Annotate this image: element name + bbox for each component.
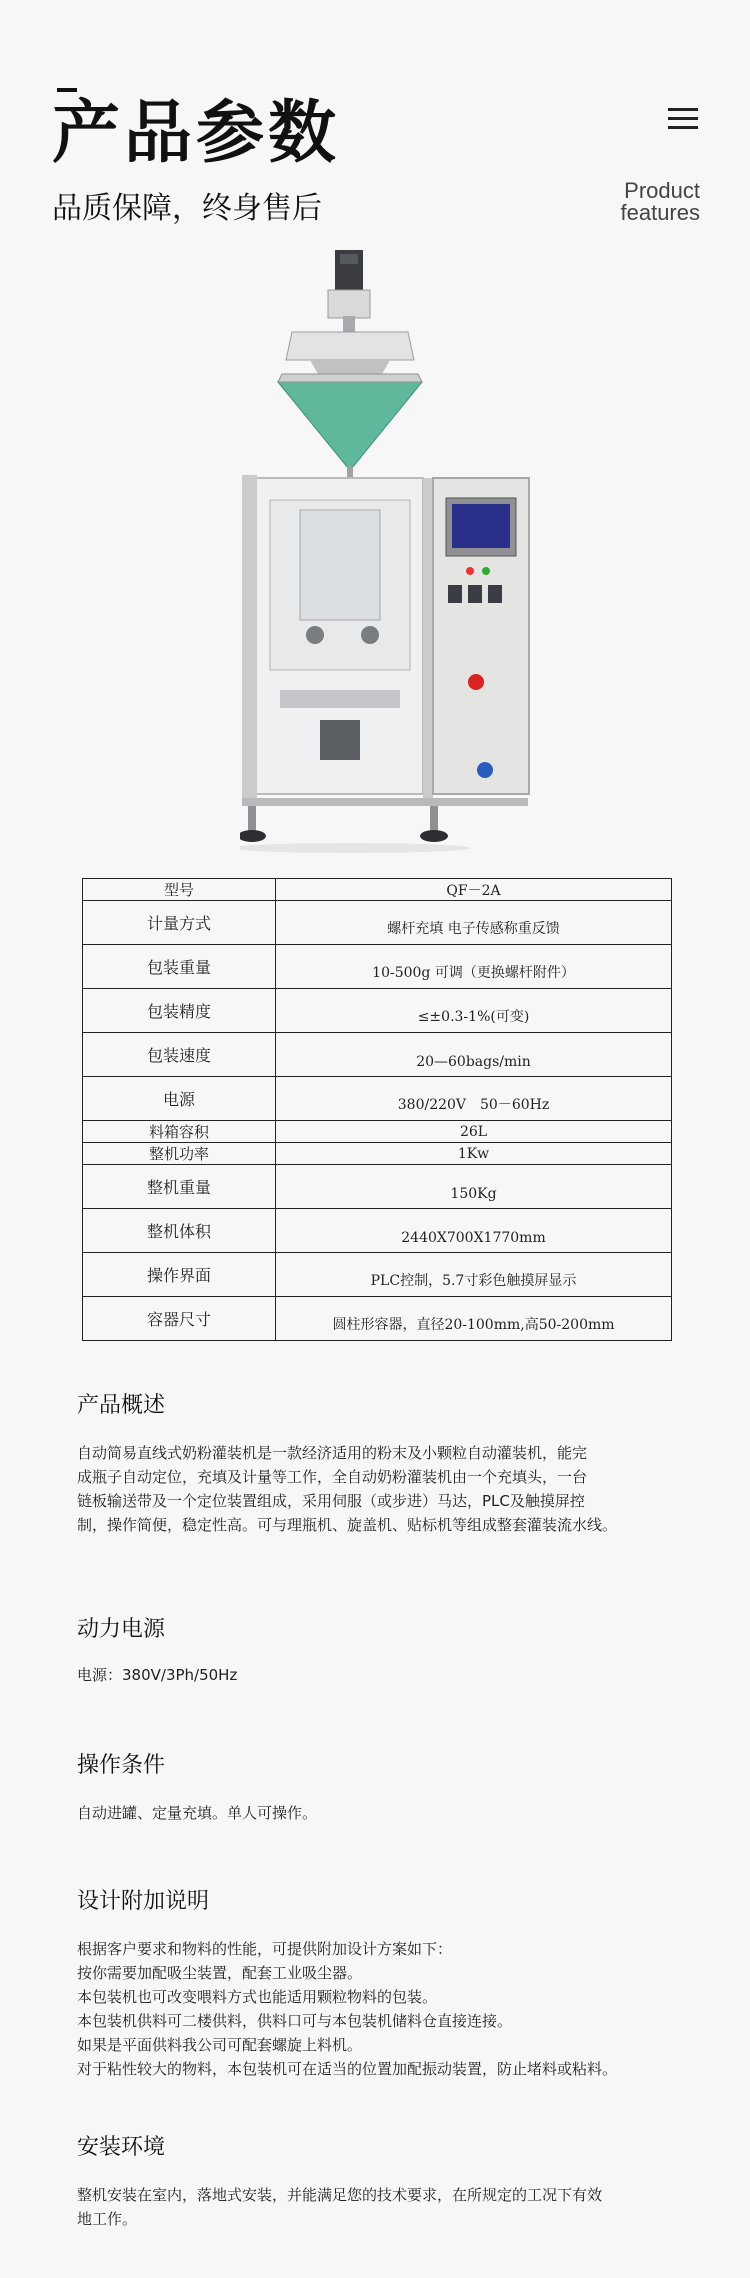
design-line: 对于粘性较大的物料，本包装机可在适当的位置加配振动装置，防止堵料或粘料。 [77,2060,618,2078]
overview-title: 产品概述 [77,1393,166,1418]
spec-key: 料箱容积 [83,1121,276,1143]
environment-line: 整机安装在室内，落地式安装，并能满足您的技术要求，在所规定的工况下有效 [77,2186,603,2204]
power-title: 动力电源 [77,1617,166,1642]
overview-line: 成瓶子自动定位，充填及计量等工作，全自动奶粉灌装机由一个充填头，一台 [77,1468,588,1486]
page-title: 产品参数 [52,94,341,173]
spec-value: PLC控制，5.7寸彩色触摸屏显示 [276,1253,672,1297]
environment-line: 地工作。 [77,2210,138,2228]
table-row [83,1253,672,1297]
power-section [77,1612,717,1687]
table-row [83,879,672,901]
spec-key: 容器尺寸 [83,1297,276,1341]
table-row [83,989,672,1033]
spec-value: 20—60bags/min [276,1033,672,1077]
spec-key: 操作界面 [83,1253,276,1297]
table-row [83,1033,672,1077]
overview-line: 制，操作简便，稳定性高。可与理瓶机、旋盖机、贴标机等组成整套灌装流水线。 [77,1516,618,1534]
spec-value: QF－2A [276,879,672,901]
spec-key: 电源 [83,1077,276,1121]
spec-value: 2440X700X1770mm [276,1209,672,1253]
design-line: 如果是平面供料我公司可配套螺旋上料机。 [77,2036,363,2054]
hamburger-menu-icon[interactable] [668,108,698,130]
table-row [83,1077,672,1121]
table-row [83,1165,672,1209]
spec-value: 26L [276,1121,672,1143]
spec-key: 型号 [83,879,276,901]
table-row [83,1121,672,1143]
environment-section [77,2130,717,2231]
table-row [83,1297,672,1341]
power-text: 电源：380V/3Ph/50Hz [77,1666,238,1684]
spec-value: ≤±0.3-1%(可变) [276,989,672,1033]
table-row [83,901,672,945]
design-title: 设计附加说明 [77,1889,210,1914]
table-row [83,1143,672,1165]
product-features-label [600,180,700,224]
spec-value: 150Kg [276,1165,672,1209]
packaging-machine-image [240,250,540,860]
product-features-line2: features [620,200,700,225]
spec-key: 包装精度 [83,989,276,1033]
design-line: 按你需要加配吸尘装置，配套工业吸尘器。 [77,1964,363,1982]
operation-section [77,1748,717,1825]
design-line: 本包装机也可改变喂料方式也能适用颗粒物料的包装。 [77,1988,438,2006]
page-subtitle: 品质保障，终身售后 [52,191,322,226]
spec-value: 380/220V 50－60Hz [276,1077,672,1121]
environment-title: 安装环境 [77,2135,166,2160]
spec-key: 整机重量 [83,1165,276,1209]
spec-value: 螺杆充填 电子传感称重反馈 [276,901,672,945]
spec-value: 圆柱形容器，直径20-100mm,高50-200mm [276,1297,672,1341]
design-line: 本包装机供料可二楼供料，供料口可与本包装机储料仓直接连接。 [77,2012,513,2030]
operation-title: 操作条件 [77,1753,166,1778]
overview-line: 链板输送带及一个定位装置组成，采用伺服（或步进）马达，PLC及触摸屏控 [77,1492,585,1510]
operation-text: 自动进罐、定量充填。单人可操作。 [77,1804,318,1822]
design-line: 根据客户要求和物料的性能，可提供附加设计方案如下： [77,1940,453,1958]
spec-key: 包装速度 [83,1033,276,1077]
spec-key: 整机功率 [83,1143,276,1165]
design-section [77,1884,717,2081]
spec-value: 1Kw [276,1143,672,1165]
product-features-line1: Product [624,178,700,203]
spec-value: 10-500g 可调（更换螺杆附件） [276,945,672,989]
overview-line: 自动简易直线式奶粉灌装机是一款经济适用的粉末及小颗粒自动灌装机，能完 [77,1444,588,1462]
spec-key: 整机体积 [83,1209,276,1253]
spec-key: 包装重量 [83,945,276,989]
table-row [83,1209,672,1253]
title-accent-dash [57,88,77,92]
overview-section [77,1388,717,1537]
table-row [83,945,672,989]
spec-table [82,878,672,1341]
spec-key: 计量方式 [83,901,276,945]
